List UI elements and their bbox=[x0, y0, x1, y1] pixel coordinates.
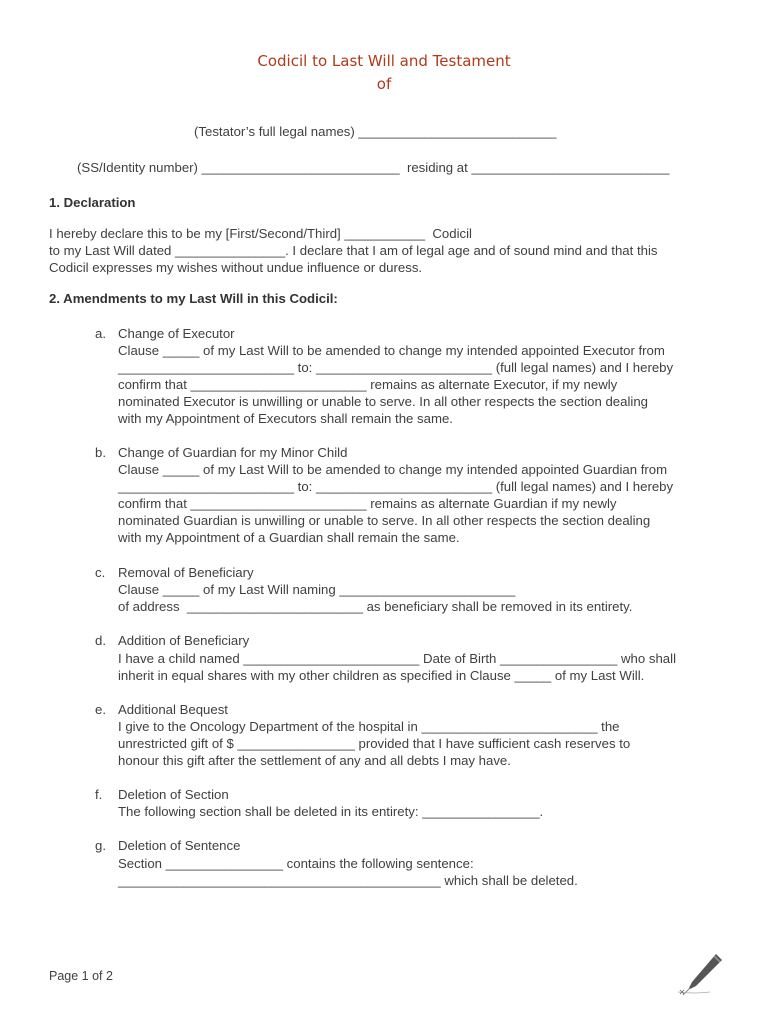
declaration-line: Codicil expresses my wishes without undue influence or duress. bbox=[49, 260, 423, 275]
amendments-heading: 2. Amendments to my Last Will in this Codicil: bbox=[49, 291, 338, 306]
item-letter: f. bbox=[95, 787, 103, 802]
item-letter: b. bbox=[95, 445, 106, 460]
item-letter: c. bbox=[95, 565, 106, 580]
item-line: Clause _____ of my Last Will to be amended to change my intended appointed Guardian from bbox=[118, 462, 668, 477]
item-line: ____________________________________________ which shall be deleted. bbox=[118, 873, 578, 888]
item-title: Addition of Beneficiary bbox=[118, 633, 250, 648]
item-line: The following section shall be deleted in its entirety: ________________. bbox=[118, 804, 544, 819]
item-title: Removal of Beneficiary bbox=[118, 565, 254, 580]
item-line: ________________________ to: ________________________ (full legal names) and I hereby bbox=[118, 360, 674, 375]
item-title: Deletion of Section bbox=[118, 787, 229, 802]
item-title: Additional Bequest bbox=[118, 702, 228, 717]
item-line: nominated Executor is unwilling or unable to serve. In all other respects the section dealing bbox=[118, 394, 648, 409]
item-line: nominated Guardian is unwilling or unable to serve. In all other respects the section dealing bbox=[118, 513, 651, 528]
item-line: with my Appointment of a Guardian shall remain the same. bbox=[118, 530, 460, 545]
item-line: of address ________________________ as beneficiary shall be removed in its entirety. bbox=[118, 599, 633, 614]
item-letter: d. bbox=[95, 633, 106, 648]
item-title: Change of Guardian for my Minor Child bbox=[118, 445, 348, 460]
item-line: inherit in equal shares with my other children as specified in Clause _____ of my Last Will. bbox=[118, 668, 645, 683]
item-line: I have a child named ________________________ Date of Birth ________________ who shall bbox=[118, 651, 676, 666]
item-line: with my Appointment of Executors shall remain the same. bbox=[118, 411, 453, 426]
item-letter: a. bbox=[95, 326, 106, 341]
declaration-heading: 1. Declaration bbox=[49, 195, 136, 210]
pen-nib-icon bbox=[676, 950, 726, 998]
item-line: Clause _____ of my Last Will naming ________________________ bbox=[118, 582, 516, 597]
page-number: Page 1 of 2 bbox=[49, 969, 113, 983]
item-line: Section ________________ contains the following sentence: bbox=[118, 856, 474, 871]
declaration-line: to my Last Will dated _______________. I declare that I am of legal age and of sound mind and that this bbox=[49, 243, 658, 258]
item-title: Change of Executor bbox=[118, 326, 235, 341]
item-line: Clause _____ of my Last Will to be amended to change my intended appointed Executor from bbox=[118, 343, 665, 358]
item-line: honour this gift after the settlement of any and all debts I may have. bbox=[118, 753, 511, 768]
declaration-line: I hereby declare this to be my [First/Second/Third] ___________ Codicil bbox=[49, 226, 472, 241]
item-letter: g. bbox=[95, 838, 106, 853]
item-line: unrestricted gift of $ ________________ provided that I have sufficient cash reserves to bbox=[118, 736, 631, 751]
item-line: confirm that ________________________ remains as alternate Executor, if my newly bbox=[118, 377, 618, 392]
document-title-of: of bbox=[376, 75, 392, 93]
testator-name-field[interactable]: (Testator’s full legal names) ___________________________ bbox=[194, 124, 557, 139]
item-line: ________________________ to: ________________________ (full legal names) and I hereby bbox=[118, 479, 674, 494]
item-line: confirm that ________________________ remains as alternate Guardian if my newly bbox=[118, 496, 617, 511]
item-letter: e. bbox=[95, 702, 106, 717]
identity-residence-field[interactable]: (SS/Identity number) ___________________________ residing at ___________________________ bbox=[77, 160, 670, 175]
document-title: Codicil to Last Will and Testament bbox=[257, 52, 511, 70]
item-title: Deletion of Sentence bbox=[118, 838, 241, 853]
item-line: I give to the Oncology Department of the hospital in ________________________ the bbox=[118, 719, 620, 734]
